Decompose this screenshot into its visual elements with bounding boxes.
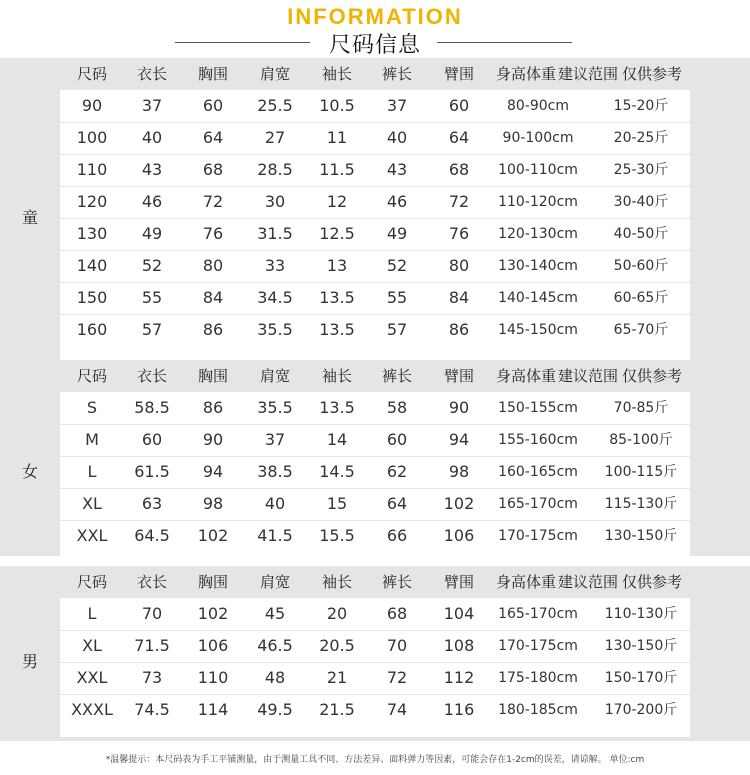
column-header: 衣长 (136, 65, 167, 83)
row-separator (60, 520, 690, 521)
column-header: 肩宽 (259, 65, 290, 83)
table-cell: 20 (326, 604, 348, 623)
table-cell: 100-110cm (498, 162, 578, 178)
table-cell: 40 (386, 128, 408, 147)
table-cell: 46 (141, 192, 163, 211)
title-cn: 尺码信息 (328, 33, 421, 58)
table-row (60, 154, 690, 186)
table-cell: 76 (448, 224, 470, 243)
column-header: 裤长 (381, 573, 412, 591)
table-cell: 170-200斤 (604, 702, 678, 718)
table-cell: 68 (202, 160, 224, 179)
column-header: 胸围 (197, 367, 228, 385)
table-cell: 12 (326, 192, 348, 211)
table-cell: 20-25斤 (613, 130, 669, 146)
table-row (60, 520, 690, 552)
row-separator (60, 662, 690, 663)
table-cell: 112 (443, 668, 475, 687)
row-separator (60, 630, 690, 631)
table-cell: 170-175cm (498, 528, 578, 544)
table-cell: 45 (264, 604, 286, 623)
table-cell: 60-65斤 (613, 290, 669, 306)
table-cell: 64 (202, 128, 224, 147)
title-en: INFORMATION (287, 4, 463, 29)
table-cell: 33 (264, 256, 286, 275)
table-cell: 104 (443, 604, 475, 623)
table-cell: 43 (386, 160, 408, 179)
column-header: 袖长 (321, 367, 352, 385)
table-cell: 57 (386, 320, 408, 339)
table-cell: 110-130斤 (604, 606, 678, 622)
table-cell: 35.5 (257, 320, 293, 339)
table-cell: 11.5 (319, 160, 355, 179)
table-cell: 55 (141, 288, 163, 307)
row-separator (60, 154, 690, 155)
row-separator (60, 424, 690, 425)
table-cell: 11 (326, 128, 348, 147)
table-cell: 90 (448, 398, 470, 417)
table-cell: 64 (448, 128, 470, 147)
column-header: 袖长 (321, 573, 352, 591)
table-cell: 27 (264, 128, 286, 147)
table-cell: 60 (141, 430, 163, 449)
table-cell: 52 (386, 256, 408, 275)
table-row (60, 218, 690, 250)
table-cell: 13.5 (319, 398, 355, 417)
table-cell: 40 (141, 128, 163, 147)
table-cell: XXL (76, 668, 108, 687)
table-cell: XXL (76, 526, 108, 545)
table-cell: 85-100斤 (609, 432, 673, 448)
table-cell: 130-150斤 (604, 638, 678, 654)
table-header-row (60, 58, 690, 90)
table-cell: 43 (141, 160, 163, 179)
group-label: 男 (21, 652, 38, 671)
row-separator (60, 218, 690, 219)
table-cell: 72 (448, 192, 470, 211)
table-cell: 10.5 (319, 96, 355, 115)
table-row (60, 282, 690, 314)
table-cell: 25.5 (257, 96, 293, 115)
table-cell: 21 (326, 668, 348, 687)
table-cell: 20.5 (319, 636, 355, 655)
row-separator (60, 250, 690, 251)
table-row (60, 488, 690, 520)
table-cell: 49 (141, 224, 163, 243)
column-header: 建议范围 (558, 367, 619, 385)
table-cell: 63 (141, 494, 163, 513)
row-separator (60, 314, 690, 315)
table-cell: 34.5 (257, 288, 293, 307)
column-header: 仅供参考 (621, 367, 682, 385)
column-header: 建议范围 (558, 65, 619, 83)
page-header (0, 0, 750, 60)
table-cell: L (87, 462, 97, 481)
row-separator (60, 488, 690, 489)
table-filler (60, 726, 690, 737)
table-cell: 52 (141, 256, 163, 275)
table-cell: 130-150斤 (604, 528, 678, 544)
column-header: 建议范围 (558, 573, 619, 591)
table-row (60, 694, 690, 726)
table-cell: 150 (76, 288, 108, 307)
column-header: 衣长 (136, 573, 167, 591)
table-cell: 175-180cm (498, 670, 578, 686)
column-header: 胸围 (197, 573, 228, 591)
table-cell: 180-185cm (498, 702, 578, 718)
table-cell: S (86, 398, 98, 417)
table-row (60, 662, 690, 694)
table-cell: 110 (197, 668, 229, 687)
table-cell: 60 (202, 96, 224, 115)
table-cell: 90 (81, 96, 103, 115)
table-cell: 102 (443, 494, 475, 513)
table-cell: 102 (197, 526, 229, 545)
table-row (60, 90, 690, 122)
table-cell: 84 (448, 288, 470, 307)
table-cell: 170-175cm (498, 638, 578, 654)
table-cell: 114 (197, 700, 229, 719)
column-header: 仅供参考 (621, 573, 682, 591)
table-cell: 120-130cm (498, 226, 578, 242)
table-cell: 21.5 (319, 700, 355, 719)
table-cell: 165-170cm (498, 496, 578, 512)
table-cell: 74.5 (134, 700, 170, 719)
column-header: 胸围 (197, 65, 228, 83)
table-cell: 100-115斤 (604, 464, 678, 480)
footnote: *温馨提示：本尺码表为手工平铺测量，由于测量工具不同、方法差异、面料弹力等因素，可能会存在1-2cm的误差，请谅解。 单位:cm (105, 755, 645, 765)
table-cell: 150-170斤 (604, 670, 678, 686)
table-cell: 140-145cm (498, 290, 578, 306)
table-cell: 25-30斤 (613, 162, 669, 178)
table-cell: 120 (76, 192, 108, 211)
table-cell: 160-165cm (498, 464, 578, 480)
table-cell: 80 (202, 256, 224, 275)
table-cell: 60 (386, 430, 408, 449)
table-cell: 90-100cm (502, 130, 574, 146)
table-cell: 61.5 (134, 462, 170, 481)
column-header: 裤长 (381, 367, 412, 385)
table-cell: 98 (448, 462, 470, 481)
table-header-row (60, 566, 690, 598)
table-cell: 86 (202, 398, 224, 417)
column-header: 身高体重 (495, 65, 556, 83)
column-header: 尺码 (76, 573, 107, 591)
table-cell: 37 (264, 430, 286, 449)
table-cell: 80-90cm (506, 98, 569, 114)
table-cell: 86 (448, 320, 470, 339)
table-cell: 110 (76, 160, 108, 179)
table-cell: 48 (264, 668, 286, 687)
column-header: 臂围 (443, 367, 474, 385)
table-cell: 13 (326, 256, 348, 275)
size-section-2 (0, 566, 750, 741)
table-cell: 71.5 (134, 636, 170, 655)
table-cell: 90 (202, 430, 224, 449)
table-cell: 94 (448, 430, 470, 449)
column-header: 袖长 (321, 65, 352, 83)
table-cell: 68 (386, 604, 408, 623)
table-cell: 64.5 (134, 526, 170, 545)
table-cell: 94 (202, 462, 224, 481)
size-section-1 (0, 360, 750, 556)
table-cell: 72 (386, 668, 408, 687)
table-cell: 68 (448, 160, 470, 179)
row-separator (60, 456, 690, 457)
table-cell: XL (82, 636, 102, 655)
table-cell: 13.5 (319, 320, 355, 339)
table-cell: 155-160cm (498, 432, 578, 448)
table-cell: 86 (202, 320, 224, 339)
table-cell: 30-40斤 (613, 194, 669, 210)
table-cell: 62 (386, 462, 408, 481)
column-header: 身高体重 (495, 573, 556, 591)
column-header: 肩宽 (259, 573, 290, 591)
table-cell: 15 (326, 494, 348, 513)
table-cell: 30 (264, 192, 286, 211)
table-cell: 65-70斤 (613, 322, 669, 338)
column-header: 裤长 (381, 65, 412, 83)
table-header-row (60, 360, 690, 392)
table-row (60, 424, 690, 456)
table-cell: 46.5 (257, 636, 293, 655)
table-cell: XL (82, 494, 102, 513)
column-header: 仅供参考 (621, 65, 682, 83)
table-cell: 55 (386, 288, 408, 307)
table-cell: 40-50斤 (613, 226, 669, 242)
group-label: 童 (21, 208, 38, 227)
column-header: 尺码 (76, 367, 107, 385)
table-cell: 140 (76, 256, 108, 275)
table-cell: 15.5 (319, 526, 355, 545)
table-row (60, 122, 690, 154)
table-cell: 150-155cm (498, 400, 578, 416)
table-filler (60, 552, 690, 564)
table-cell: 70-85斤 (613, 400, 669, 416)
table-cell: 106 (197, 636, 229, 655)
table-cell: 12.5 (319, 224, 355, 243)
table-cell: 37 (386, 96, 408, 115)
table-filler (60, 346, 690, 360)
column-header: 衣长 (136, 367, 167, 385)
table-cell: 108 (443, 636, 475, 655)
table-cell: 31.5 (257, 224, 293, 243)
row-separator (60, 282, 690, 283)
table-cell: 116 (443, 700, 475, 719)
table-cell: 115-130斤 (604, 496, 678, 512)
table-row (60, 186, 690, 218)
table-cell: 37 (141, 96, 163, 115)
table-cell: L (87, 604, 97, 623)
table-cell: 106 (443, 526, 475, 545)
table-cell: 28.5 (257, 160, 293, 179)
table-cell: M (85, 430, 99, 449)
table-cell: 98 (202, 494, 224, 513)
table-cell: 70 (386, 636, 408, 655)
table-cell: 80 (448, 256, 470, 275)
table-row (60, 456, 690, 488)
table-row (60, 392, 690, 424)
table-cell: 66 (386, 526, 408, 545)
table-cell: 73 (141, 668, 163, 687)
table-cell: 40 (264, 494, 286, 513)
group-label: 女 (21, 462, 38, 481)
row-separator (60, 122, 690, 123)
table-cell: 72 (202, 192, 224, 211)
table-cell: 130-140cm (498, 258, 578, 274)
table-cell: 41.5 (257, 526, 293, 545)
table-row (60, 598, 690, 630)
table-cell: 74 (386, 700, 408, 719)
column-header: 臂围 (443, 65, 474, 83)
table-cell: 46 (386, 192, 408, 211)
table-cell: 100 (76, 128, 108, 147)
table-cell: 38.5 (257, 462, 293, 481)
table-row (60, 250, 690, 282)
table-cell: 14.5 (319, 462, 355, 481)
table-cell: 58.5 (134, 398, 170, 417)
table-cell: 13.5 (319, 288, 355, 307)
table-cell: 50-60斤 (613, 258, 669, 274)
table-cell: 84 (202, 288, 224, 307)
table-cell: XXXL (71, 700, 113, 719)
column-header: 臂围 (443, 573, 474, 591)
table-cell: 110-120cm (498, 194, 578, 210)
table-cell: 76 (202, 224, 224, 243)
table-cell: 49 (386, 224, 408, 243)
column-header: 肩宽 (259, 367, 290, 385)
table-cell: 58 (386, 398, 408, 417)
row-separator (60, 694, 690, 695)
table-cell: 160 (76, 320, 108, 339)
table-cell: 57 (141, 320, 163, 339)
table-cell: 70 (141, 604, 163, 623)
column-header: 尺码 (76, 65, 107, 83)
table-cell: 145-150cm (498, 322, 578, 338)
column-header: 身高体重 (495, 367, 556, 385)
table-cell: 15-20斤 (613, 98, 669, 114)
table-cell: 49.5 (257, 700, 293, 719)
size-section-0 (0, 58, 750, 360)
table-cell: 35.5 (257, 398, 293, 417)
table-cell: 64 (386, 494, 408, 513)
table-row (60, 630, 690, 662)
table-cell: 14 (326, 430, 348, 449)
table-cell: 165-170cm (498, 606, 578, 622)
table-cell: 60 (448, 96, 470, 115)
table-cell: 130 (76, 224, 108, 243)
row-separator (60, 186, 690, 187)
table-cell: 102 (197, 604, 229, 623)
table-row (60, 314, 690, 346)
